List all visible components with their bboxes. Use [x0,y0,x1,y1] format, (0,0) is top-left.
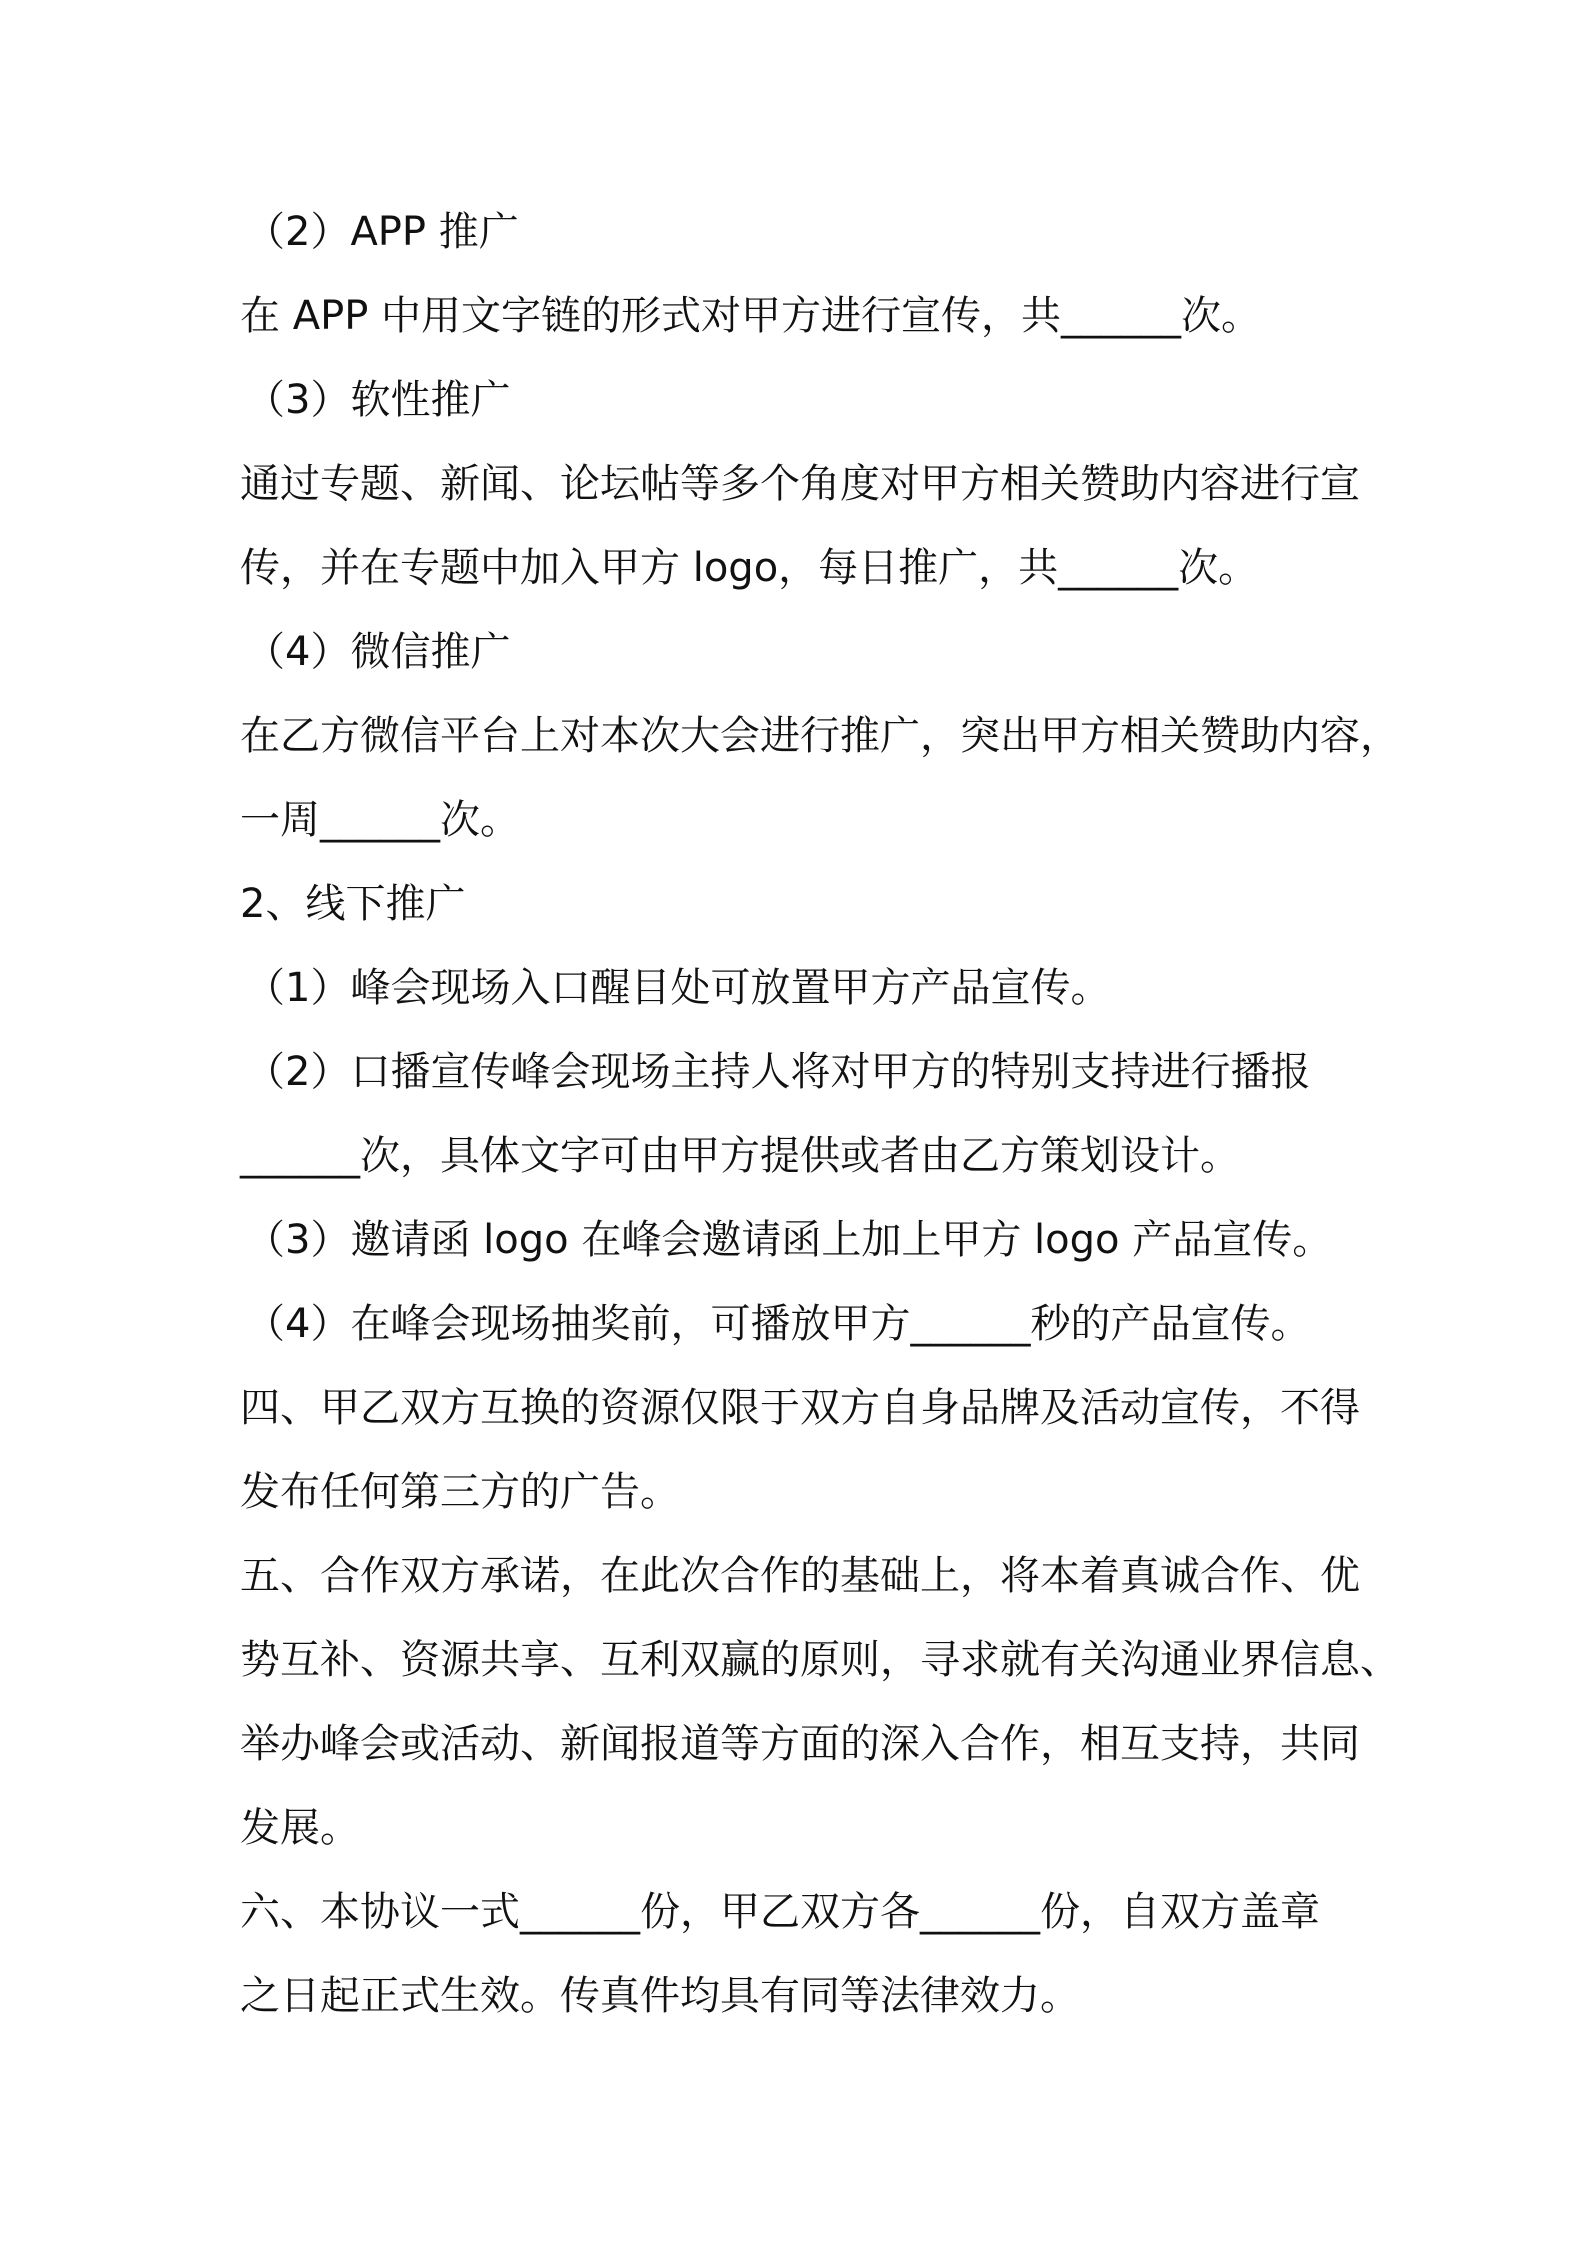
document-body [240,190,1400,2038]
section-heading-offline-promotion: 2、线下推广 [240,881,466,927]
paragraph-line: 通过专题、新闻、论坛帖等多个角度对甲方相关赞助内容进行宣 [240,461,1360,507]
paragraph-line: ______次，具体文字可由甲方提供或者由乙方策划设计。 [240,1133,1240,1179]
paragraph-line: 势互补、资源共享、互利双赢的原则，寻求就有关沟通业界信息、 [240,1637,1400,1683]
subheading-soft-promotion: （3）软性推广 [245,377,511,423]
clause-five: 五、合作双方承诺，在此次合作的基础上，将本着真诚合作、优 [240,1553,1360,1599]
list-item: （2）口播宣传峰会现场主持人将对甲方的特别支持进行播报 [245,1049,1311,1095]
paragraph-line: 一周______次。 [240,797,520,843]
paragraph-line: 在 APP 中用文字链的形式对甲方进行宣传，共______次。 [240,293,1262,339]
list-item: （4）在峰会现场抽奖前，可播放甲方______秒的产品宣传。 [245,1301,1311,1347]
paragraph-line: 发展。 [240,1805,360,1851]
clause-four: 四、甲乙双方互换的资源仅限于双方自身品牌及活动宣传，不得 [240,1385,1360,1431]
subheading-app-promotion: （2）APP 推广 [245,209,519,255]
paragraph-line: 传，并在专题中加入甲方 logo，每日推广，共______次。 [240,545,1259,591]
subheading-wechat-promotion: （4）微信推广 [245,629,511,675]
list-item: （3）邀请函 logo 在峰会邀请函上加上甲方 logo 产品宣传。 [245,1217,1333,1263]
list-item: （1）峰会现场入口醒目处可放置甲方产品宣传。 [245,965,1111,1011]
paragraph-line: 发布任何第三方的广告。 [240,1469,680,1515]
clause-six: 六、本协议一式______份，甲乙双方各______份，自双方盖章 [240,1889,1320,1935]
paragraph-line: 之日起正式生效。传真件均具有同等法律效力。 [240,1973,1080,2019]
paragraph-line: 在乙方微信平台上对本次大会进行推广，突出甲方相关赞助内容， [240,713,1400,759]
paragraph-line: 举办峰会或活动、新闻报道等方面的深入合作，相互支持，共同 [240,1721,1360,1767]
